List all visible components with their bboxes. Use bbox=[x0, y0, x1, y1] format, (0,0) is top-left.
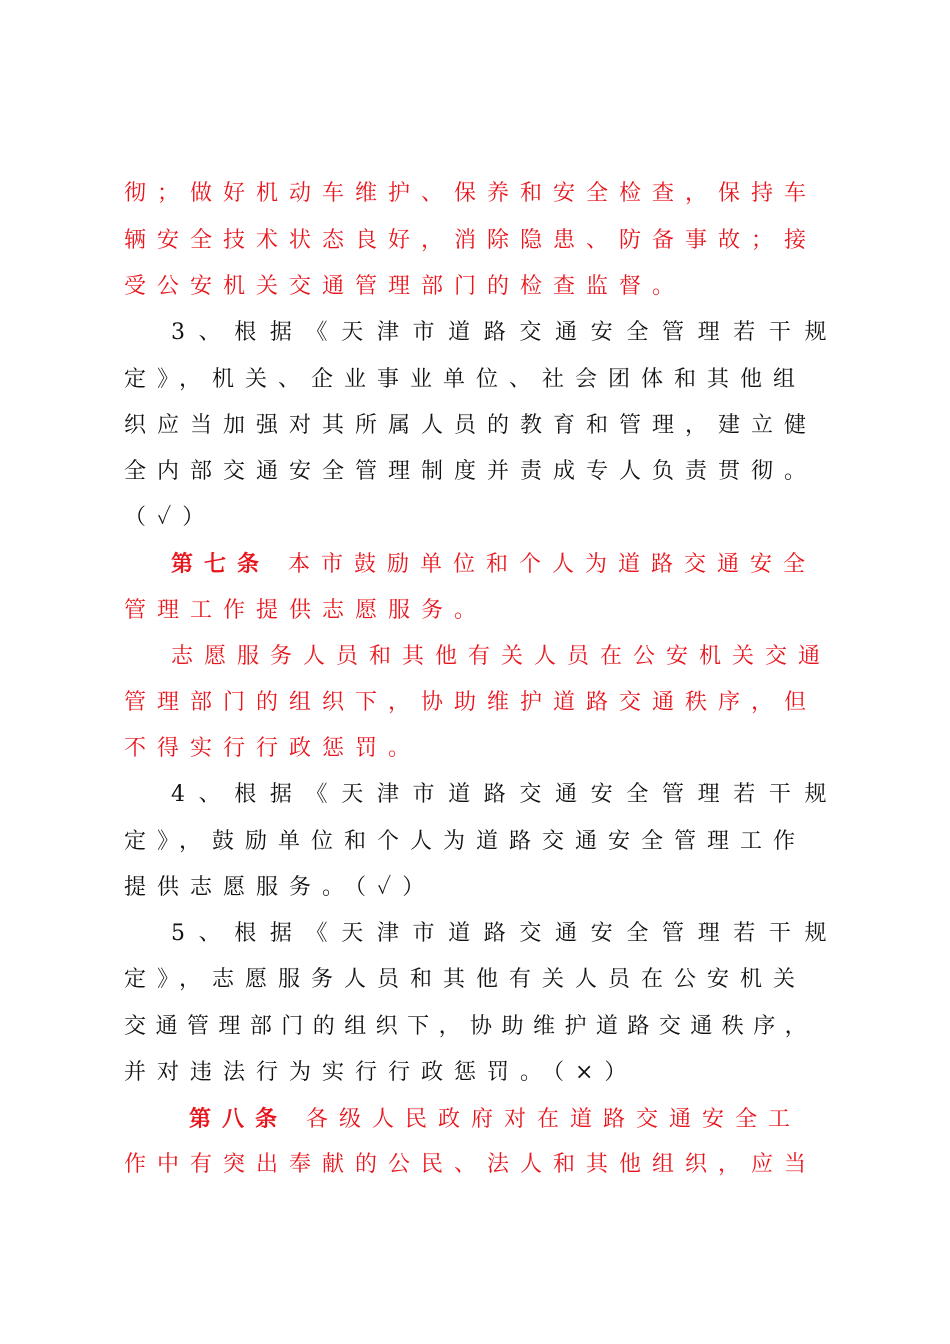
question-line: 提供志愿服务。（✓） bbox=[124, 875, 436, 900]
question-line: 5、根据《天津市道路交通安全管理若干规 bbox=[171, 921, 841, 946]
article-text: 各级人民政府对在道路交通安全工 bbox=[306, 1107, 802, 1132]
text-line: 辆安全技术状态良好，消除隐患、防备事故；接 bbox=[124, 228, 818, 253]
article-heading: 第八条 bbox=[189, 1106, 289, 1132]
question-line: 定》，鼓励单位和个人为道路交通安全管理工作 bbox=[124, 829, 807, 854]
article-line bbox=[189, 1105, 801, 1133]
article-heading: 第七条 bbox=[171, 551, 271, 577]
text-line: 彻；做好机动车维护、保养和安全检查，保持车 bbox=[124, 181, 818, 206]
question-line: 并对违法行为实行行政惩罚。（×） bbox=[124, 1060, 638, 1085]
question-line: 全内部交通安全管理制度并责成专人负责贯彻。 bbox=[124, 459, 818, 484]
answer-mark: （✓） bbox=[124, 505, 216, 530]
text-line: 受公安机关交通管理部门的检查监督。 bbox=[124, 274, 686, 299]
text-line: 管理部门的组织下，协助维护道路交通秩序，但 bbox=[124, 690, 818, 715]
text-line: 作中有突出奉献的公民、法人和其他组织，应当 bbox=[124, 1152, 818, 1177]
question-line: 3、根据《天津市道路交通安全管理若干规 bbox=[171, 320, 841, 345]
text-line: 志愿服务人员和其他有关人员在公安机关交通 bbox=[171, 644, 832, 669]
article-text: 本市鼓励单位和个人为道路交通安全 bbox=[288, 552, 817, 577]
question-line: 定》，志愿服务人员和其他有关人员在公安机关 bbox=[124, 967, 807, 992]
article-line bbox=[171, 550, 816, 578]
question-line: 织应当加强对其所属人员的教育和管理，建立健 bbox=[124, 413, 818, 438]
text-line: 管理工作提供志愿服务。 bbox=[124, 598, 488, 623]
text-line: 不得实行行政惩罚。 bbox=[124, 736, 422, 761]
question-line: 4、根据《天津市道路交通安全管理若干规 bbox=[171, 782, 841, 807]
question-line: 交通管理部门的组织下，协助维护道路交通秩序， bbox=[124, 1014, 817, 1039]
question-line: 定》，机关、企业事业单位、社会团体和其他组 bbox=[124, 367, 807, 392]
